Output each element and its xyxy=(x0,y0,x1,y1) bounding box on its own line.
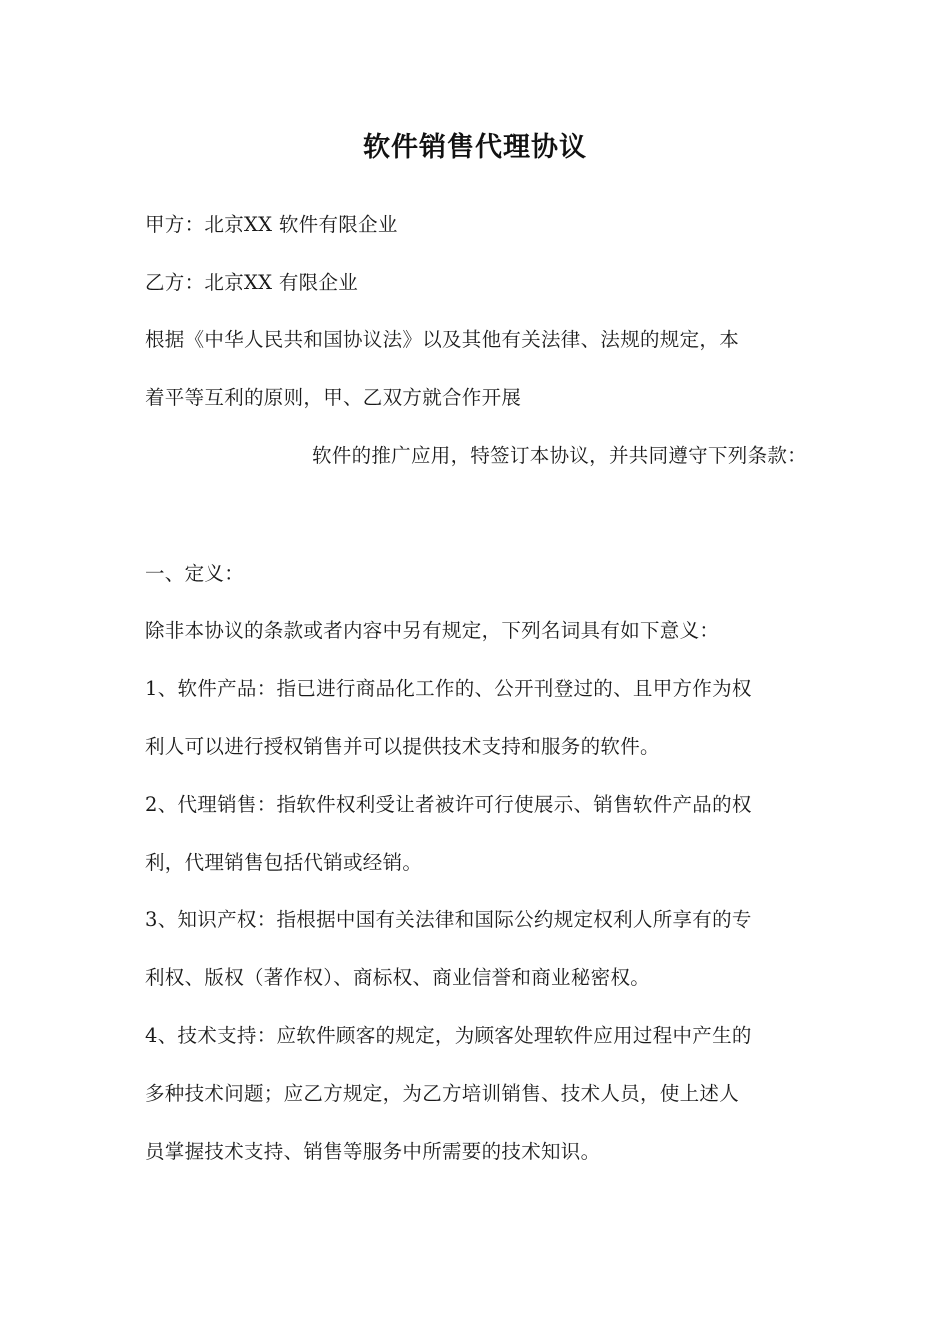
definition-2-line-2: 利，代理销售包括代销或经销。 xyxy=(145,851,423,874)
definition-2-line-1: 2、代理销售：指软件权利受让者被许可行使展示、销售软件产品的权 xyxy=(145,793,752,816)
document-title: 软件销售代理协议 xyxy=(363,132,587,163)
preamble-line-1: 根据《中华人民共和国协议法》以及其他有关法律、法规的规定，本 xyxy=(145,328,740,351)
definition-4-line-1: 4、技术支持：应软件顾客的规定，为顾客处理软件应用过程中产生的 xyxy=(145,1024,752,1047)
definition-1-line-2: 利人可以进行授权销售并可以提供技术支持和服务的软件。 xyxy=(145,735,660,758)
section-heading: 一、定义： xyxy=(145,562,245,585)
definition-4-line-2: 多种技术问题；应乙方规定，为乙方培训销售、技术人员，使上述人 xyxy=(145,1082,740,1105)
preamble-line-3: 软件的推广应用，特签订本协议，并共同遵守下列条款： xyxy=(311,444,807,467)
section-intro: 除非本协议的条款或者内容中另有规定，下列名词具有如下意义： xyxy=(145,619,720,642)
definition-3-line-1: 3、知识产权：指根据中国有关法律和国际公约规定权利人所享有的专 xyxy=(145,908,752,931)
definition-1-line-1: 1、软件产品：指已进行商品化工作的、公开刊登过的、且甲方作为权 xyxy=(145,677,752,700)
definition-3-line-2: 利权、版权（著作权）、商标权、商业信誉和商业秘密权。 xyxy=(145,966,651,989)
definition-4-line-3: 员掌握技术支持、销售等服务中所需要的技术知识。 xyxy=(145,1140,601,1163)
preamble-line-2: 着平等互利的原则，甲、乙双方就合作开展 xyxy=(145,386,522,409)
party-a-line: 甲方：北京XX 软件有限企业 xyxy=(145,213,398,236)
party-b-line: 乙方：北京XX 有限企业 xyxy=(145,271,359,294)
